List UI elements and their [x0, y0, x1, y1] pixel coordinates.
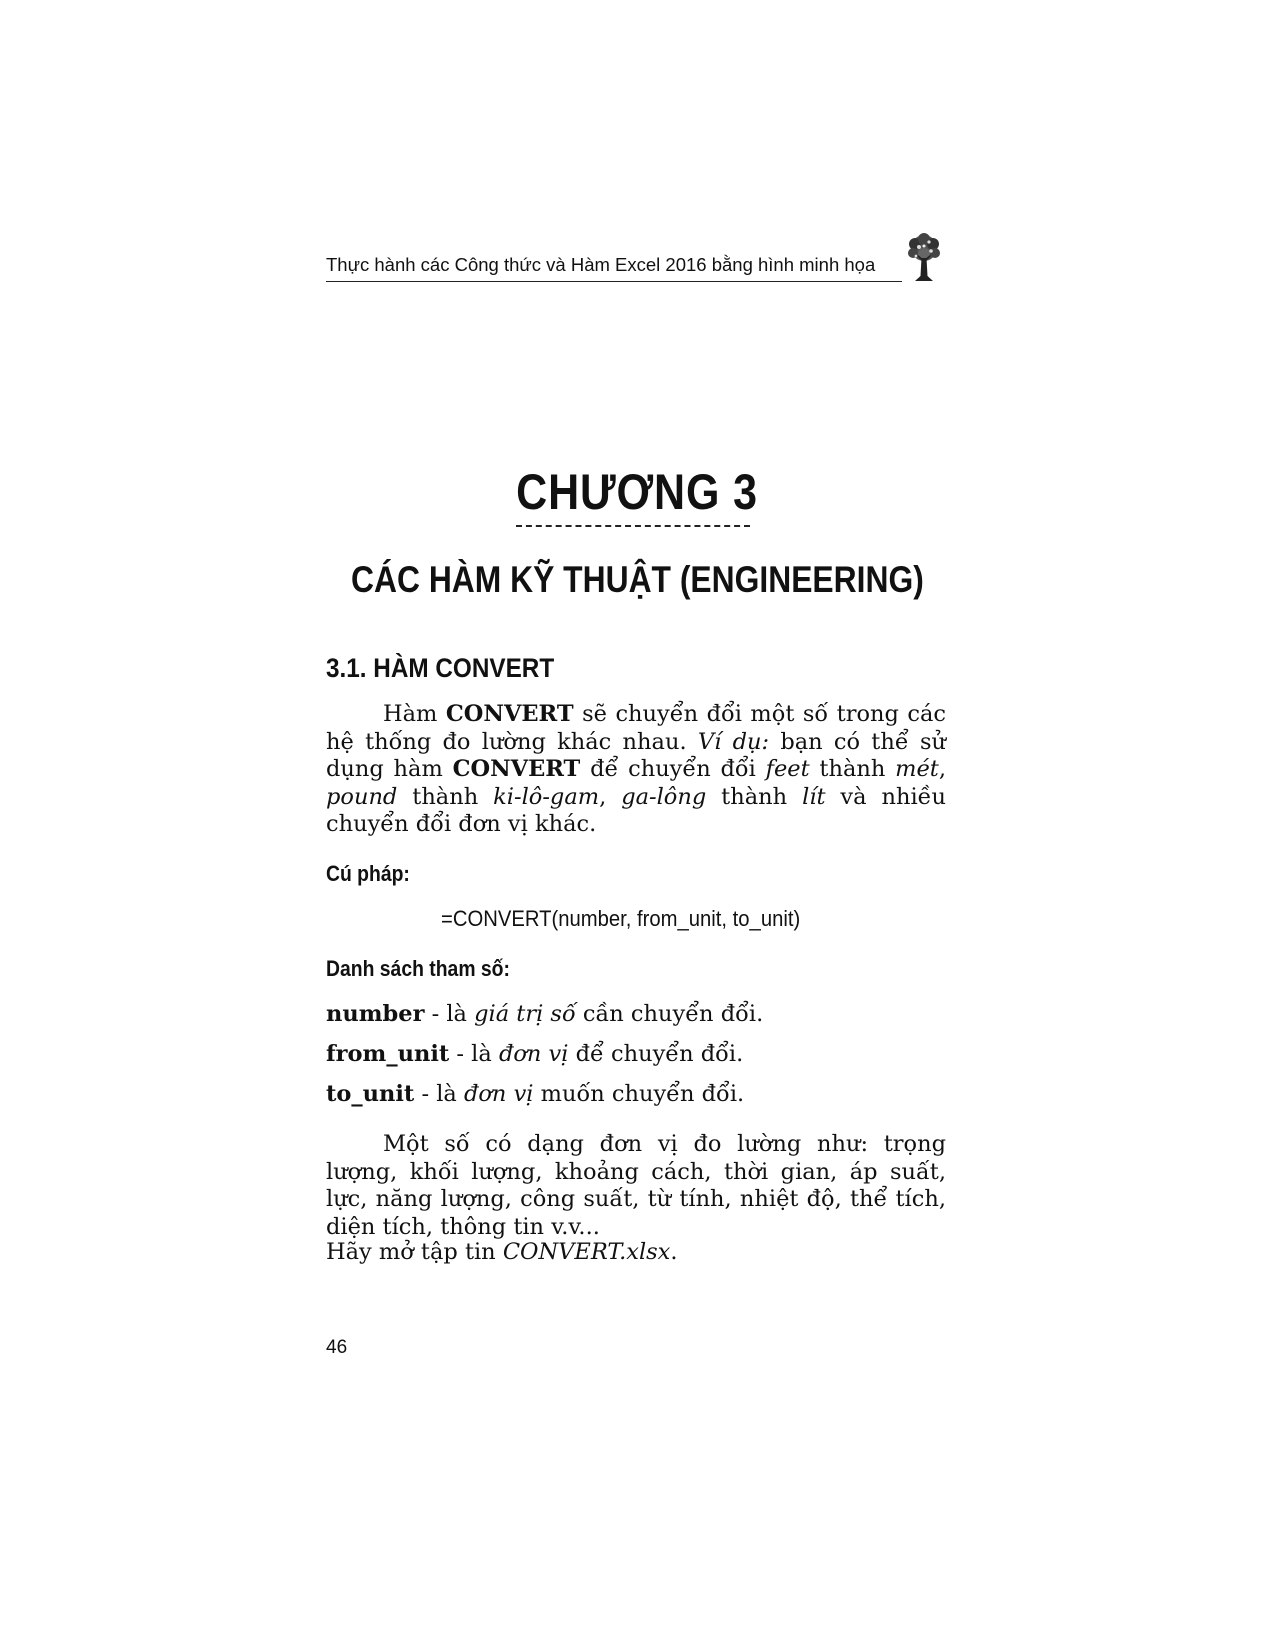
chapter-title-underline: [516, 525, 750, 527]
intro-paragraph: Hàm CONVERT sẽ chuyển đổi một số trong các hệ thống đo lường khác nhau. Ví dụ: bạn có thể sử dụng hàm CONVERT để chuyển đổi feet thành mét, pound thành ki-lô-gam, ga-lông thành lít và nhiều chuyển đổi đơn vị khác.: [326, 701, 947, 837]
open-file-line: Hãy mở tập tin CONVERT.xlsx.: [326, 1239, 678, 1265]
header-rule: [326, 281, 902, 282]
running-header-text: Thực hành các Công thức và Hàm Excel 2016 bằng hình minh họa: [326, 254, 876, 275]
chapter-subtitle: CÁC HÀM KỸ THUẬT (ENGINEERING): [351, 559, 924, 600]
param-from-unit: from_unit - là đơn vị để chuyển đổi.: [326, 1041, 744, 1067]
syntax-formula: =CONVERT(number, from_unit, to_unit): [441, 906, 801, 931]
units-paragraph: Một số có dạng đơn vị đo lường như: trọng lượng, khối lượng, khoảng cách, thời gian, áp suất, lực, năng lượng, công suất, từ tính, nhiệt độ, thể tích, diện tích, thông tin v.v...: [326, 1131, 946, 1240]
syntax-label: Cú pháp:: [326, 861, 410, 886]
tree-icon: [902, 232, 946, 288]
running-header: [326, 252, 902, 282]
param-number: number - là giá trị số cần chuyển đổi.: [326, 1001, 764, 1027]
page-number: 46: [326, 1337, 348, 1358]
param-to-unit: to_unit - là đơn vị muốn chuyển đổi.: [326, 1081, 745, 1107]
params-label: Danh sách tham số:: [326, 956, 510, 981]
chapter-title: CHƯƠNG 3: [516, 464, 758, 520]
section-heading: 3.1. HÀM CONVERT: [326, 653, 555, 683]
